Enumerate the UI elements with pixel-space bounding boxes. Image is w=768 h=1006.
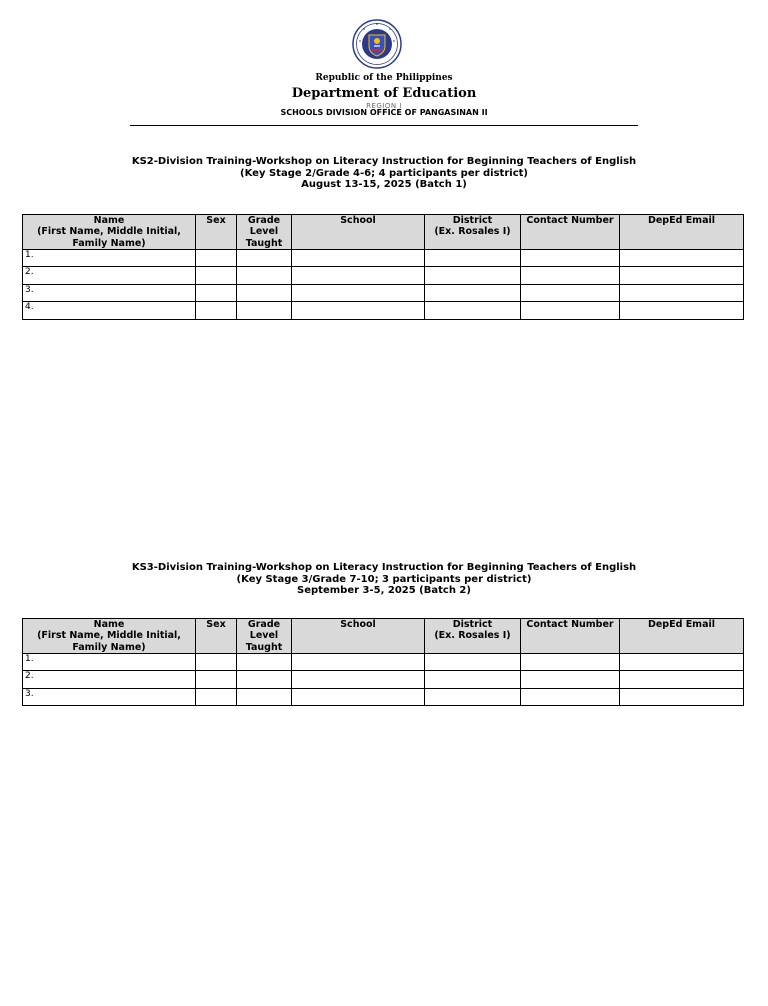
header-name: Name (First Name, Middle Initial, Family Name) bbox=[23, 619, 196, 654]
table-header-row bbox=[23, 215, 744, 250]
republic-label: Republic of the Philippines bbox=[315, 73, 453, 83]
district-cell[interactable] bbox=[425, 671, 521, 688]
school-cell[interactable] bbox=[292, 250, 425, 267]
section-2-heading bbox=[0, 562, 768, 597]
section-1-table bbox=[22, 214, 744, 320]
table-row bbox=[23, 688, 744, 705]
sex-cell[interactable] bbox=[196, 267, 237, 284]
district-cell[interactable] bbox=[425, 654, 521, 671]
section-1-title: KS2-Division Training-Workshop on Literacy Instruction for Beginning Teachers of English bbox=[131, 156, 637, 167]
section-2-title: KS3-Division Training-Workshop on Literacy Instruction for Beginning Teachers of English bbox=[131, 562, 637, 573]
school-cell[interactable] bbox=[292, 688, 425, 705]
grade-cell[interactable] bbox=[237, 688, 292, 705]
district-cell[interactable] bbox=[425, 267, 521, 284]
contact-cell[interactable] bbox=[521, 654, 620, 671]
header-district: District (Ex. Rosales I) bbox=[425, 619, 521, 654]
header-deped-email: DepEd Email bbox=[620, 215, 744, 250]
email-cell[interactable] bbox=[620, 671, 744, 688]
email-cell[interactable] bbox=[620, 250, 744, 267]
section-1-heading bbox=[0, 156, 768, 191]
header-name: Name (First Name, Middle Initial, Family Name) bbox=[23, 215, 196, 250]
email-cell[interactable] bbox=[620, 654, 744, 671]
sex-cell[interactable] bbox=[196, 654, 237, 671]
row-number[interactable]: 1. bbox=[23, 250, 196, 267]
email-cell[interactable] bbox=[620, 302, 744, 319]
deped-seal-logo bbox=[352, 19, 402, 69]
row-number[interactable]: 4. bbox=[23, 302, 196, 319]
school-cell[interactable] bbox=[292, 267, 425, 284]
school-cell[interactable] bbox=[292, 671, 425, 688]
school-cell[interactable] bbox=[292, 302, 425, 319]
contact-cell[interactable] bbox=[521, 302, 620, 319]
contact-cell[interactable] bbox=[521, 688, 620, 705]
header-deped-email: DepEd Email bbox=[620, 619, 744, 654]
table-header-row bbox=[23, 619, 744, 654]
school-cell[interactable] bbox=[292, 654, 425, 671]
section-1-subtitle: (Key Stage 2/Grade 4-6; 4 participants per district) bbox=[240, 167, 528, 179]
grade-cell[interactable] bbox=[237, 671, 292, 688]
row-number[interactable]: 3. bbox=[23, 688, 196, 705]
section-2-date: September 3-5, 2025 (Batch 2) bbox=[297, 585, 471, 596]
row-number[interactable]: 2. bbox=[23, 267, 196, 284]
grade-cell[interactable] bbox=[237, 250, 292, 267]
table-row bbox=[23, 671, 744, 688]
row-number[interactable]: 2. bbox=[23, 671, 196, 688]
table-row bbox=[23, 250, 744, 267]
table-row bbox=[23, 302, 744, 319]
school-cell[interactable] bbox=[292, 284, 425, 301]
sex-cell[interactable] bbox=[196, 302, 237, 319]
grade-cell[interactable] bbox=[237, 267, 292, 284]
letterhead-divider bbox=[130, 125, 638, 126]
header-sex: Sex bbox=[196, 215, 237, 250]
grade-cell[interactable] bbox=[237, 284, 292, 301]
header-grade-level: Grade Level Taught bbox=[237, 619, 292, 654]
contact-cell[interactable] bbox=[521, 267, 620, 284]
row-number[interactable]: 1. bbox=[23, 654, 196, 671]
division-label: SCHOOLS DIVISION OFFICE OF PANGASINAN II bbox=[280, 108, 488, 117]
district-cell[interactable] bbox=[425, 688, 521, 705]
table-row bbox=[23, 267, 744, 284]
row-number[interactable]: 3. bbox=[23, 284, 196, 301]
contact-cell[interactable] bbox=[521, 671, 620, 688]
section-2-table bbox=[22, 618, 744, 706]
header-school: School bbox=[292, 215, 425, 250]
section-2-subtitle: (Key Stage 3/Grade 7-10; 3 participants per district) bbox=[236, 573, 532, 585]
header-contact-number: Contact Number bbox=[521, 619, 620, 654]
email-cell[interactable] bbox=[620, 284, 744, 301]
grade-cell[interactable] bbox=[237, 654, 292, 671]
section-1-date: August 13-15, 2025 (Batch 1) bbox=[301, 179, 467, 190]
header-sex: Sex bbox=[196, 619, 237, 654]
sex-cell[interactable] bbox=[196, 250, 237, 267]
header-district: District (Ex. Rosales I) bbox=[425, 215, 521, 250]
region-label: REGION I bbox=[366, 102, 402, 110]
district-cell[interactable] bbox=[425, 250, 521, 267]
contact-cell[interactable] bbox=[521, 250, 620, 267]
table-row bbox=[23, 284, 744, 301]
email-cell[interactable] bbox=[620, 688, 744, 705]
district-cell[interactable] bbox=[425, 302, 521, 319]
sex-cell[interactable] bbox=[196, 671, 237, 688]
department-label: Department of Education bbox=[291, 86, 477, 101]
header-grade-level: Grade Level Taught bbox=[237, 215, 292, 250]
sex-cell[interactable] bbox=[196, 284, 237, 301]
grade-cell[interactable] bbox=[237, 302, 292, 319]
table-row bbox=[23, 654, 744, 671]
header-school: School bbox=[292, 619, 425, 654]
email-cell[interactable] bbox=[620, 267, 744, 284]
header-contact-number: Contact Number bbox=[521, 215, 620, 250]
contact-cell[interactable] bbox=[521, 284, 620, 301]
sex-cell[interactable] bbox=[196, 688, 237, 705]
district-cell[interactable] bbox=[425, 284, 521, 301]
